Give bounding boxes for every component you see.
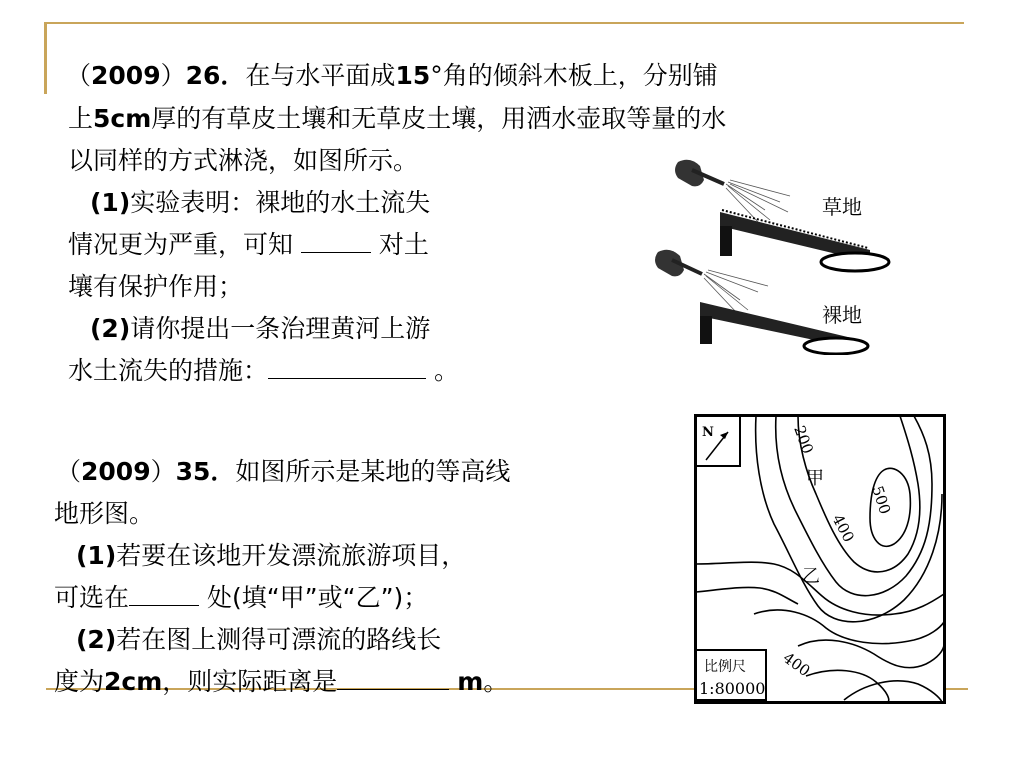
contour-label-200: 200 <box>790 423 817 457</box>
left-rule <box>44 22 47 94</box>
point-yi: 乙 <box>802 566 820 587</box>
scale-value: 1:80000 <box>699 679 766 698</box>
answer-blank-26-2[interactable] <box>268 352 426 379</box>
contour-label-400-b: 400 <box>779 648 814 681</box>
grass-label: 草地 <box>822 195 862 219</box>
answer-blank-35-2[interactable] <box>337 663 449 690</box>
q35-part1-line1: (1)若要在该地开发漂流旅游项目， <box>76 541 467 570</box>
point-jia: 甲 <box>806 468 824 489</box>
q35-part1-line2: 可选在 处(填“甲”或“乙”)； <box>54 578 428 617</box>
water-spray <box>726 180 790 222</box>
q26-line1: （2009）26．在与水平面成15°角的倾斜木板上，分别铺 <box>66 61 718 90</box>
q35-line1: （2009）35．如图所示是某地的等高线 <box>56 457 511 486</box>
grass-setup <box>675 160 889 271</box>
contour-label-400: 400 <box>828 511 858 546</box>
q26-line3: 以同样的方式淋浇，如图所示。 <box>68 146 419 175</box>
q35-line2: 地形图。 <box>54 499 155 528</box>
contour-map <box>694 414 946 704</box>
q35-part2-line1: (2)若在图上测得可漂流的路线长 <box>76 625 442 654</box>
scale-title: 比例尺 <box>704 659 746 675</box>
collection-basin <box>821 253 889 271</box>
svg-text:N: N <box>702 425 714 440</box>
q26-part2-line1: (2)请你提出一条治理黄河上游 <box>90 314 431 343</box>
q26-part1-line1: (1)实验表明：裸地的水土流失 <box>90 188 431 217</box>
bare-label: 裸地 <box>822 303 862 327</box>
collection-basin <box>804 338 868 354</box>
scale-box <box>696 650 766 700</box>
contour-label-500: 500 <box>868 483 895 517</box>
q26-part1-line3: 壤有保护作用； <box>68 272 244 301</box>
q35-part2-line2: 度为2cm，则实际距离是 m。 <box>54 662 508 701</box>
answer-blank-35-1[interactable] <box>129 579 199 606</box>
q26-line2: 上5cm厚的有草皮土壤和无草皮土壤，用洒水壶取等量的水 <box>68 104 727 133</box>
top-rule <box>44 22 964 24</box>
erosion-experiment-figure <box>640 150 900 355</box>
q26-part1-line2: 情况更为严重，可知 对土 <box>68 225 429 264</box>
answer-blank-26-1[interactable] <box>301 226 371 253</box>
q26-part2-line2: 水土流失的措施： 。 <box>68 351 459 390</box>
